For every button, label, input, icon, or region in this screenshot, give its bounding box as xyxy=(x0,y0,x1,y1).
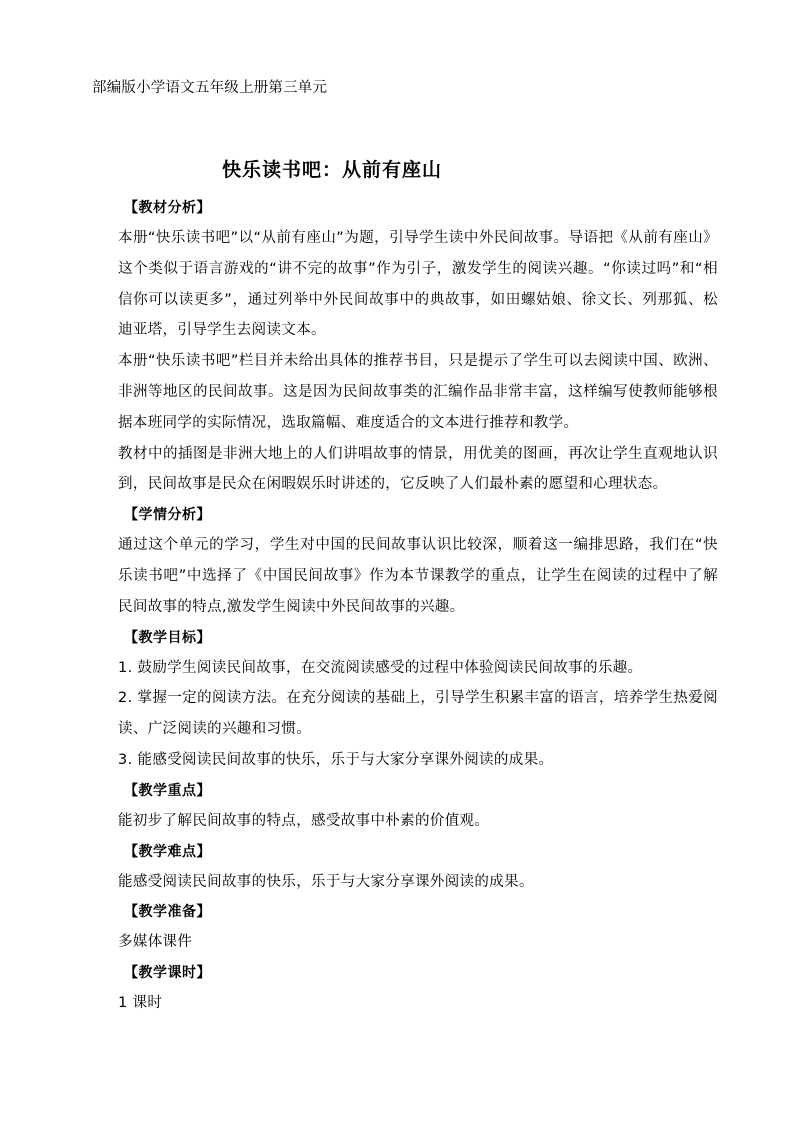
paragraph-analysis-3: 教材中的插图是非洲大地上的人们讲唱故事的情景，用优美的图画，再次让学生直观地认识到，民间故事是民众在闲暇娱乐时讲述的，它反映了人们最朴素的愿望和心理状态。 xyxy=(118,445,718,493)
paragraph-key-point: 能初步了解民间故事的特点，感受故事中朴素的价值观。 xyxy=(118,812,490,829)
paragraph-duration: 1 课时 xyxy=(118,995,163,1012)
goal-item-1: 1. 鼓励学生阅读民间故事，在交流阅读感受的过程中体验阅读民间故事的乐趣。 xyxy=(118,659,643,676)
paragraph-learner-1: 通过这个单元的学习，学生对中国的民间故事认识比较深，顺着这一编排思路，我们在“快乐读书吧”中选择了《中国民间故事》作为本节课教学的重点，让学生在阅读的过程中了解民间故事的特点,激发学生阅读中外民间故事的兴趣。 xyxy=(118,537,718,615)
section-heading-learner: 【学情分析】 xyxy=(124,507,211,524)
paragraph-difficulty: 能感受阅读民间故事的快乐，乐于与大家分享课外阅读的成果。 xyxy=(118,873,534,890)
paragraph-analysis-1: 本册“快乐读书吧”以“从前有座山”为题，引导学生读中外民间故事。导语把《从前有座山》这个类似于语言游戏的“讲不完的故事”作为引子，激发学生的阅读兴趣。“你读过吗”和“相信你可以读更多”，通过列举中外民间故事中的典故事，如田螺姑娘、徐文长、列那狐、松迪亚塔，引导学生去阅读文本。 xyxy=(118,230,718,339)
section-heading-difficulty: 【教学难点】 xyxy=(124,843,211,860)
section-heading-analysis: 【教材分析】 xyxy=(124,200,211,216)
document-body xyxy=(118,193,718,1019)
section-heading-goals: 【教学目标】 xyxy=(124,629,211,646)
goal-item-3: 3. 能感受阅读民间故事的快乐，乐于与大家分享课外阅读的成果。 xyxy=(118,751,554,768)
paragraph-preparation: 多媒体课件 xyxy=(118,934,193,951)
goal-item-2: 2. 掌握一定的阅读方法。在充分阅读的基础上，引导学生积累丰富的语言，培养学生热爱阅读、广泛阅读的兴趣和习惯。 xyxy=(118,690,718,738)
paragraph-analysis-2: 本册“快乐读书吧”栏目并未给出具体的推荐书目，只是提示了学生可以去阅读中国、欧洲、非洲等地区的民间故事。这是因为民间故事类的汇编作品非常丰富，这样编写使教师能够根据本班同学的实际情况，选取篇幅、难度适合的文本进行推荐和教学。 xyxy=(118,353,718,431)
section-heading-duration: 【教学课时】 xyxy=(124,965,211,982)
section-heading-key-point: 【教学重点】 xyxy=(124,782,211,799)
section-heading-preparation: 【教学准备】 xyxy=(124,904,211,921)
page-title: 快乐读书吧：从前有座山 xyxy=(222,159,443,181)
document-header: 部编版小学语文五年级上册第三单元 xyxy=(92,80,328,96)
